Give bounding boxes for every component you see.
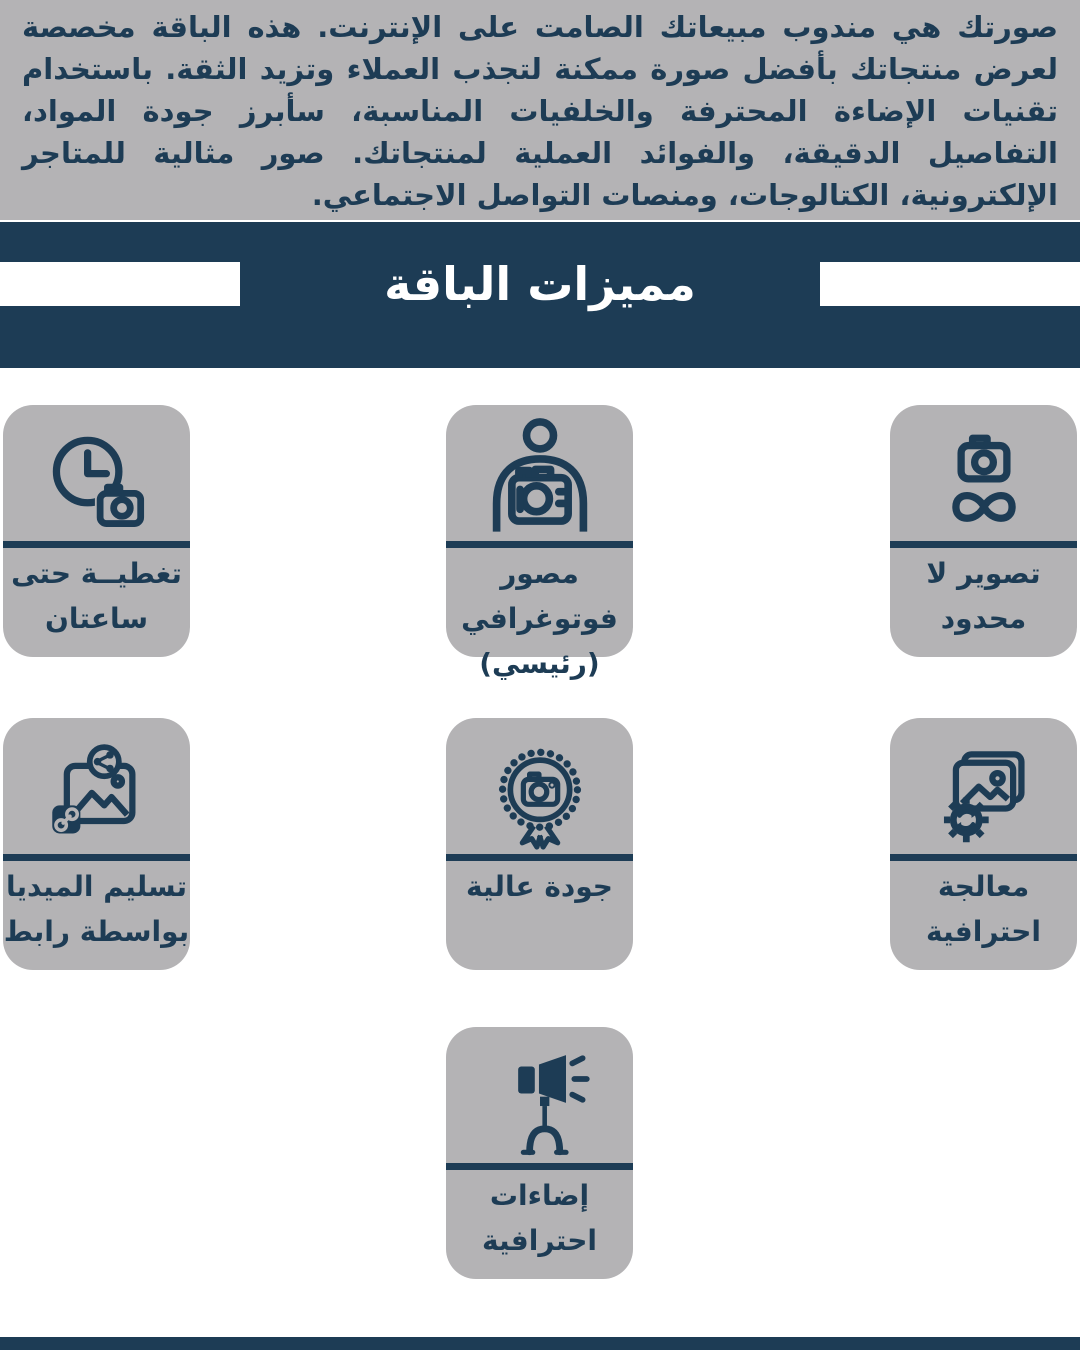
- photo-editing-gear-icon: [890, 718, 1077, 854]
- feature-card-high-quality: [446, 718, 633, 970]
- feature-label: جودة عالية: [466, 870, 613, 903]
- feature-card-coverage-two-hours: [3, 405, 190, 657]
- feature-card-professional-editing: [890, 718, 1077, 970]
- feature-card-main-photographer: [446, 405, 633, 680]
- card-divider: [446, 1163, 633, 1170]
- feature-label: تصوير لا محدود: [926, 557, 1041, 635]
- intro-paragraph: صورتك هي مندوب مبيعاتك الصامت على الإنترنت. هذه الباقة مخصصة لعرض منتجاتك بأفضل صورة ممكنة لتجذب العملاء وتزيد الثقة. باستخدام تقنيات الإضاءة المحترفة والخلفيات المناسبة، سأبرز جودة المواد، التفاصيل الدقيقة، والفوائد العملية لمنتجاتك. صور مثالية للمتاجر الإلكترونية، الكتالوجات، ومنصات التواصل الاجتماعي.: [22, 10, 1058, 212]
- card-divider: [890, 854, 1077, 861]
- quality-badge-camera-icon: [446, 718, 633, 854]
- card-divider: [3, 541, 190, 548]
- section-title-band: [0, 222, 1080, 368]
- feature-card-professional-lighting: [446, 1027, 633, 1279]
- camera-infinity-icon: [890, 405, 1077, 541]
- feature-label: إضاءات احترافية: [482, 1179, 597, 1257]
- feature-card-unlimited-shooting: [890, 405, 1077, 657]
- card-divider: [3, 854, 190, 861]
- card-divider: [890, 541, 1077, 548]
- clock-camera-icon: [3, 405, 190, 541]
- studio-light-icon: [446, 1027, 633, 1163]
- feature-label: تسليم الميديا بواسطة رابط: [3, 870, 190, 948]
- feature-label: معالجة احترافية: [926, 870, 1041, 948]
- footer-bar: [0, 1337, 1080, 1350]
- feature-label: تغطيــة حتى ساعتان: [11, 557, 182, 635]
- card-divider: [446, 541, 633, 548]
- intro-section: [0, 0, 1080, 220]
- feature-label: مصور فوتوغرافي (رئيسي): [461, 557, 618, 680]
- media-link-icon: [3, 718, 190, 854]
- photographer-camera-icon: [446, 405, 633, 541]
- card-divider: [446, 854, 633, 861]
- section-title: مميزات الباقة: [384, 257, 696, 311]
- feature-card-media-delivery-link: [3, 718, 190, 970]
